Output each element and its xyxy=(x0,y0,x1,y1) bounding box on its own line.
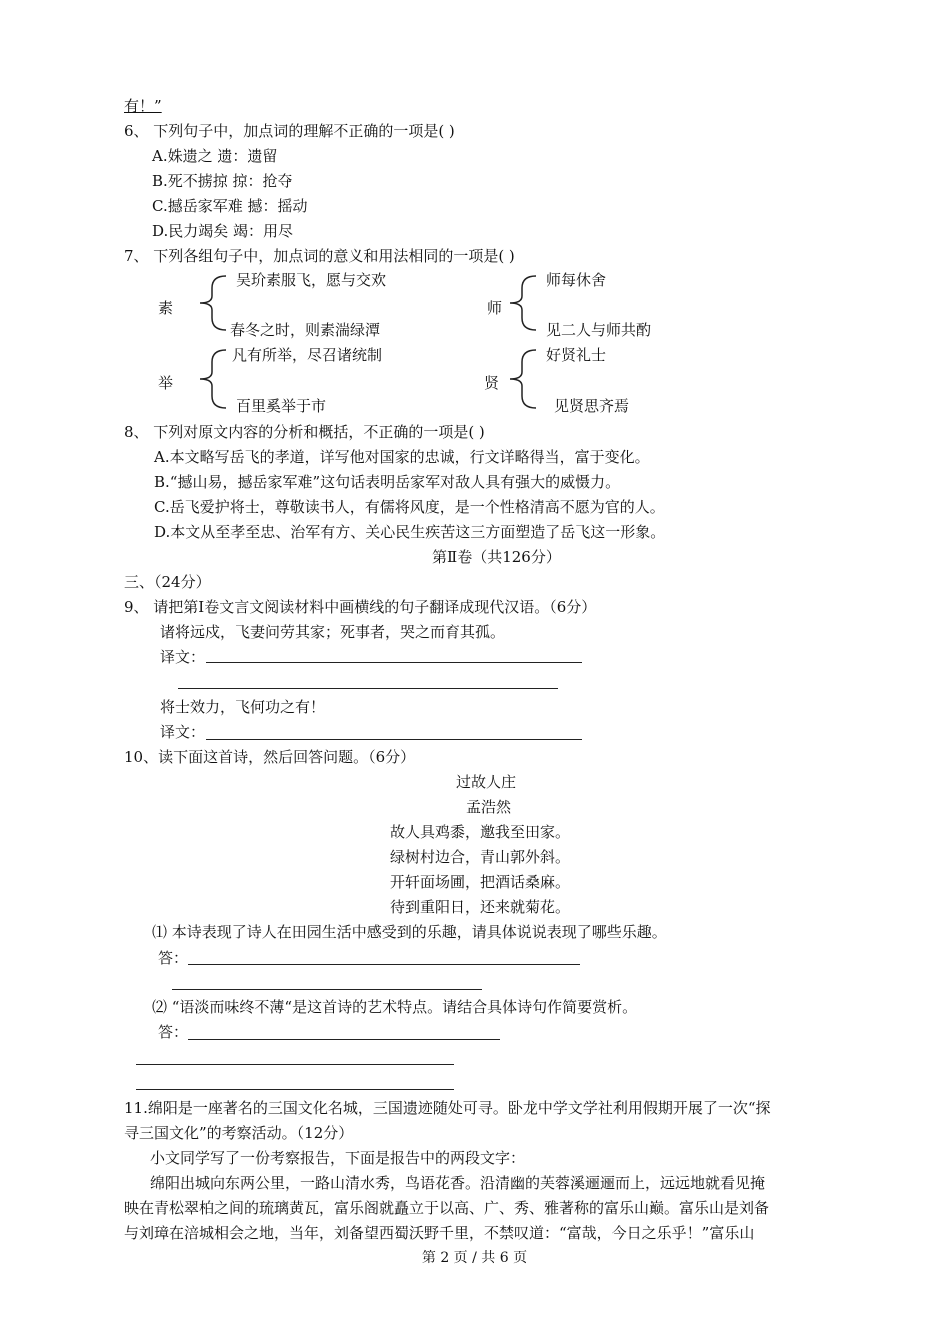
answer-line[interactable] xyxy=(206,662,582,663)
question-11-line-2: 寻三国文化”的考察活动。（12分） xyxy=(124,1124,354,1142)
answer-line[interactable] xyxy=(188,964,580,965)
left-brace-icon xyxy=(196,348,230,410)
group-xian-sentence-bottom: 见贤思齐焉 xyxy=(554,397,630,415)
answer-line[interactable] xyxy=(178,688,558,689)
page-footer: 第 2 页 / 共 6 页 xyxy=(421,1250,528,1266)
section-3-heading: 三、（24分） xyxy=(124,573,211,591)
question-11-passage-line-2: 映在青松翠柏之间的琉璃黄瓦，富乐阁就矗立于以高、广、秀、雅著称的富乐山巅。富乐山是刘备 xyxy=(124,1199,770,1217)
poem-title: 过故人庄 xyxy=(456,773,517,791)
answer-line[interactable] xyxy=(206,739,582,740)
question-11-passage-line-3: 与刘璋在涪城相会之地，当年，刘备望西蜀沃野千里，不禁叹道：“富哉，今日之乐乎！”富乐山 xyxy=(124,1224,755,1242)
left-brace-icon xyxy=(506,274,540,332)
answer-line[interactable] xyxy=(136,1089,454,1090)
left-brace-icon xyxy=(196,274,230,332)
group-word-shi: 师 xyxy=(487,299,503,317)
question-8-option-a: A.本文略写岳飞的孝道，详写他对国家的忠诚，行文详略得当，富于变化。 xyxy=(154,448,650,466)
group-word-su: 素 xyxy=(158,299,174,317)
question-6-option-b: B.死不掳掠 掠：抢夺 xyxy=(152,172,293,190)
group-su-sentence-bottom: 春冬之时，则素湍绿潭 xyxy=(230,321,381,339)
question-9-sentence-2: 将士效力，飞何功之有！ xyxy=(160,698,326,716)
question-9-stem: 9、 请把第Ⅰ卷文言文阅读材料中画横线的句子翻译成现代汉语。（6分） xyxy=(124,598,597,616)
poem-line-3: 开轩面场圃，把酒话桑麻。 xyxy=(390,873,571,891)
question-11-line-3: 小文同学写了一份考察报告，下面是报告中的两段文字： xyxy=(150,1149,526,1167)
group-shi-sentence-top: 师每休舍 xyxy=(546,271,607,289)
group-shi-sentence-bottom: 见二人与师共酌 xyxy=(546,321,652,339)
answer-line[interactable] xyxy=(136,1064,454,1065)
answer-line[interactable] xyxy=(188,1039,500,1040)
question-10-answer-label-2: 答： xyxy=(158,1023,189,1041)
group-xian-sentence-top: 好贤礼士 xyxy=(546,346,607,364)
question-8-option-d: D.本文从至孝至忠、治军有方、关心民生疾苦这三方面塑造了岳飞这一形象。 xyxy=(154,523,666,541)
part-2-title: 第Ⅱ卷（共126分） xyxy=(432,548,561,566)
group-ju-sentence-bottom: 百里奚举于市 xyxy=(236,397,327,415)
question-8-stem: 8、 下列对原文内容的分析和概括，不正确的一项是( ) xyxy=(124,423,485,441)
question-9-translation-label-1: 译文： xyxy=(160,648,206,666)
question-6-stem: 6、 下列句子中，加点词的理解不正确的一项是( ) xyxy=(124,122,455,140)
poem-line-2: 绿树村边合，青山郭外斜。 xyxy=(390,848,571,866)
group-word-xian: 贤 xyxy=(484,374,500,392)
poem-author: 孟浩然 xyxy=(466,798,512,816)
question-8-option-c: C.岳飞爱护将士，尊敬读书人，有儒将风度，是一个性格清高不愿为官的人。 xyxy=(154,498,665,516)
question-10-sub-2: ⑵ “语淡而味终不薄“是这首诗的艺术特点。请结合具体诗句作简要赏析。 xyxy=(152,998,638,1016)
question-11-line-1: 11.绵阳是一座著名的三国文化名城，三国遗迹随处可寻。卧龙中学文学社利用假期开展了一次“探 xyxy=(124,1099,771,1117)
poem-line-1: 故人具鸡黍，邀我至田家。 xyxy=(390,823,571,841)
question-6-option-d: D.民力竭矣 竭：用尽 xyxy=(152,222,294,240)
left-brace-icon xyxy=(506,348,540,410)
question-9-translation-label-2: 译文： xyxy=(160,723,206,741)
group-su-sentence-top: 吴玠素服飞，愿与交欢 xyxy=(236,271,387,289)
question-7-stem: 7、 下列各组句子中，加点词的意义和用法相同的一项是( ) xyxy=(124,247,515,265)
question-10-answer-label-1: 答： xyxy=(158,949,189,967)
group-word-ju: 举 xyxy=(158,374,174,392)
continued-text-fragment: 有！” xyxy=(124,97,162,115)
question-9-sentence-1: 诸将远戍，飞妻问劳其家；死事者，哭之而育其孤。 xyxy=(160,623,506,641)
question-10-sub-1: ⑴ 本诗表现了诗人在田园生活中感受到的乐趣，请具体说说表现了哪些乐趣。 xyxy=(152,923,667,941)
question-11-passage-line-1: 绵阳出城向东两公里，一路山清水秀，鸟语花香。沿清幽的芙蓉溪逦逦而上，远远地就看见掩 xyxy=(150,1174,766,1192)
question-10-stem: 10、读下面这首诗，然后回答问题。（6分） xyxy=(124,748,416,766)
question-6-option-a: A.姝遗之 遗：遗留 xyxy=(152,147,278,165)
question-8-option-b: B.“撼山易，撼岳家军难”这句话表明岳家军对敌人具有强大的威慑力。 xyxy=(154,473,621,491)
poem-line-4: 待到重阳日，还来就菊花。 xyxy=(390,898,571,916)
answer-line[interactable] xyxy=(172,989,482,990)
group-ju-sentence-top: 凡有所举，尽召诸统制 xyxy=(232,346,383,364)
question-6-option-c: C.撼岳家军难 撼：摇动 xyxy=(152,197,308,215)
